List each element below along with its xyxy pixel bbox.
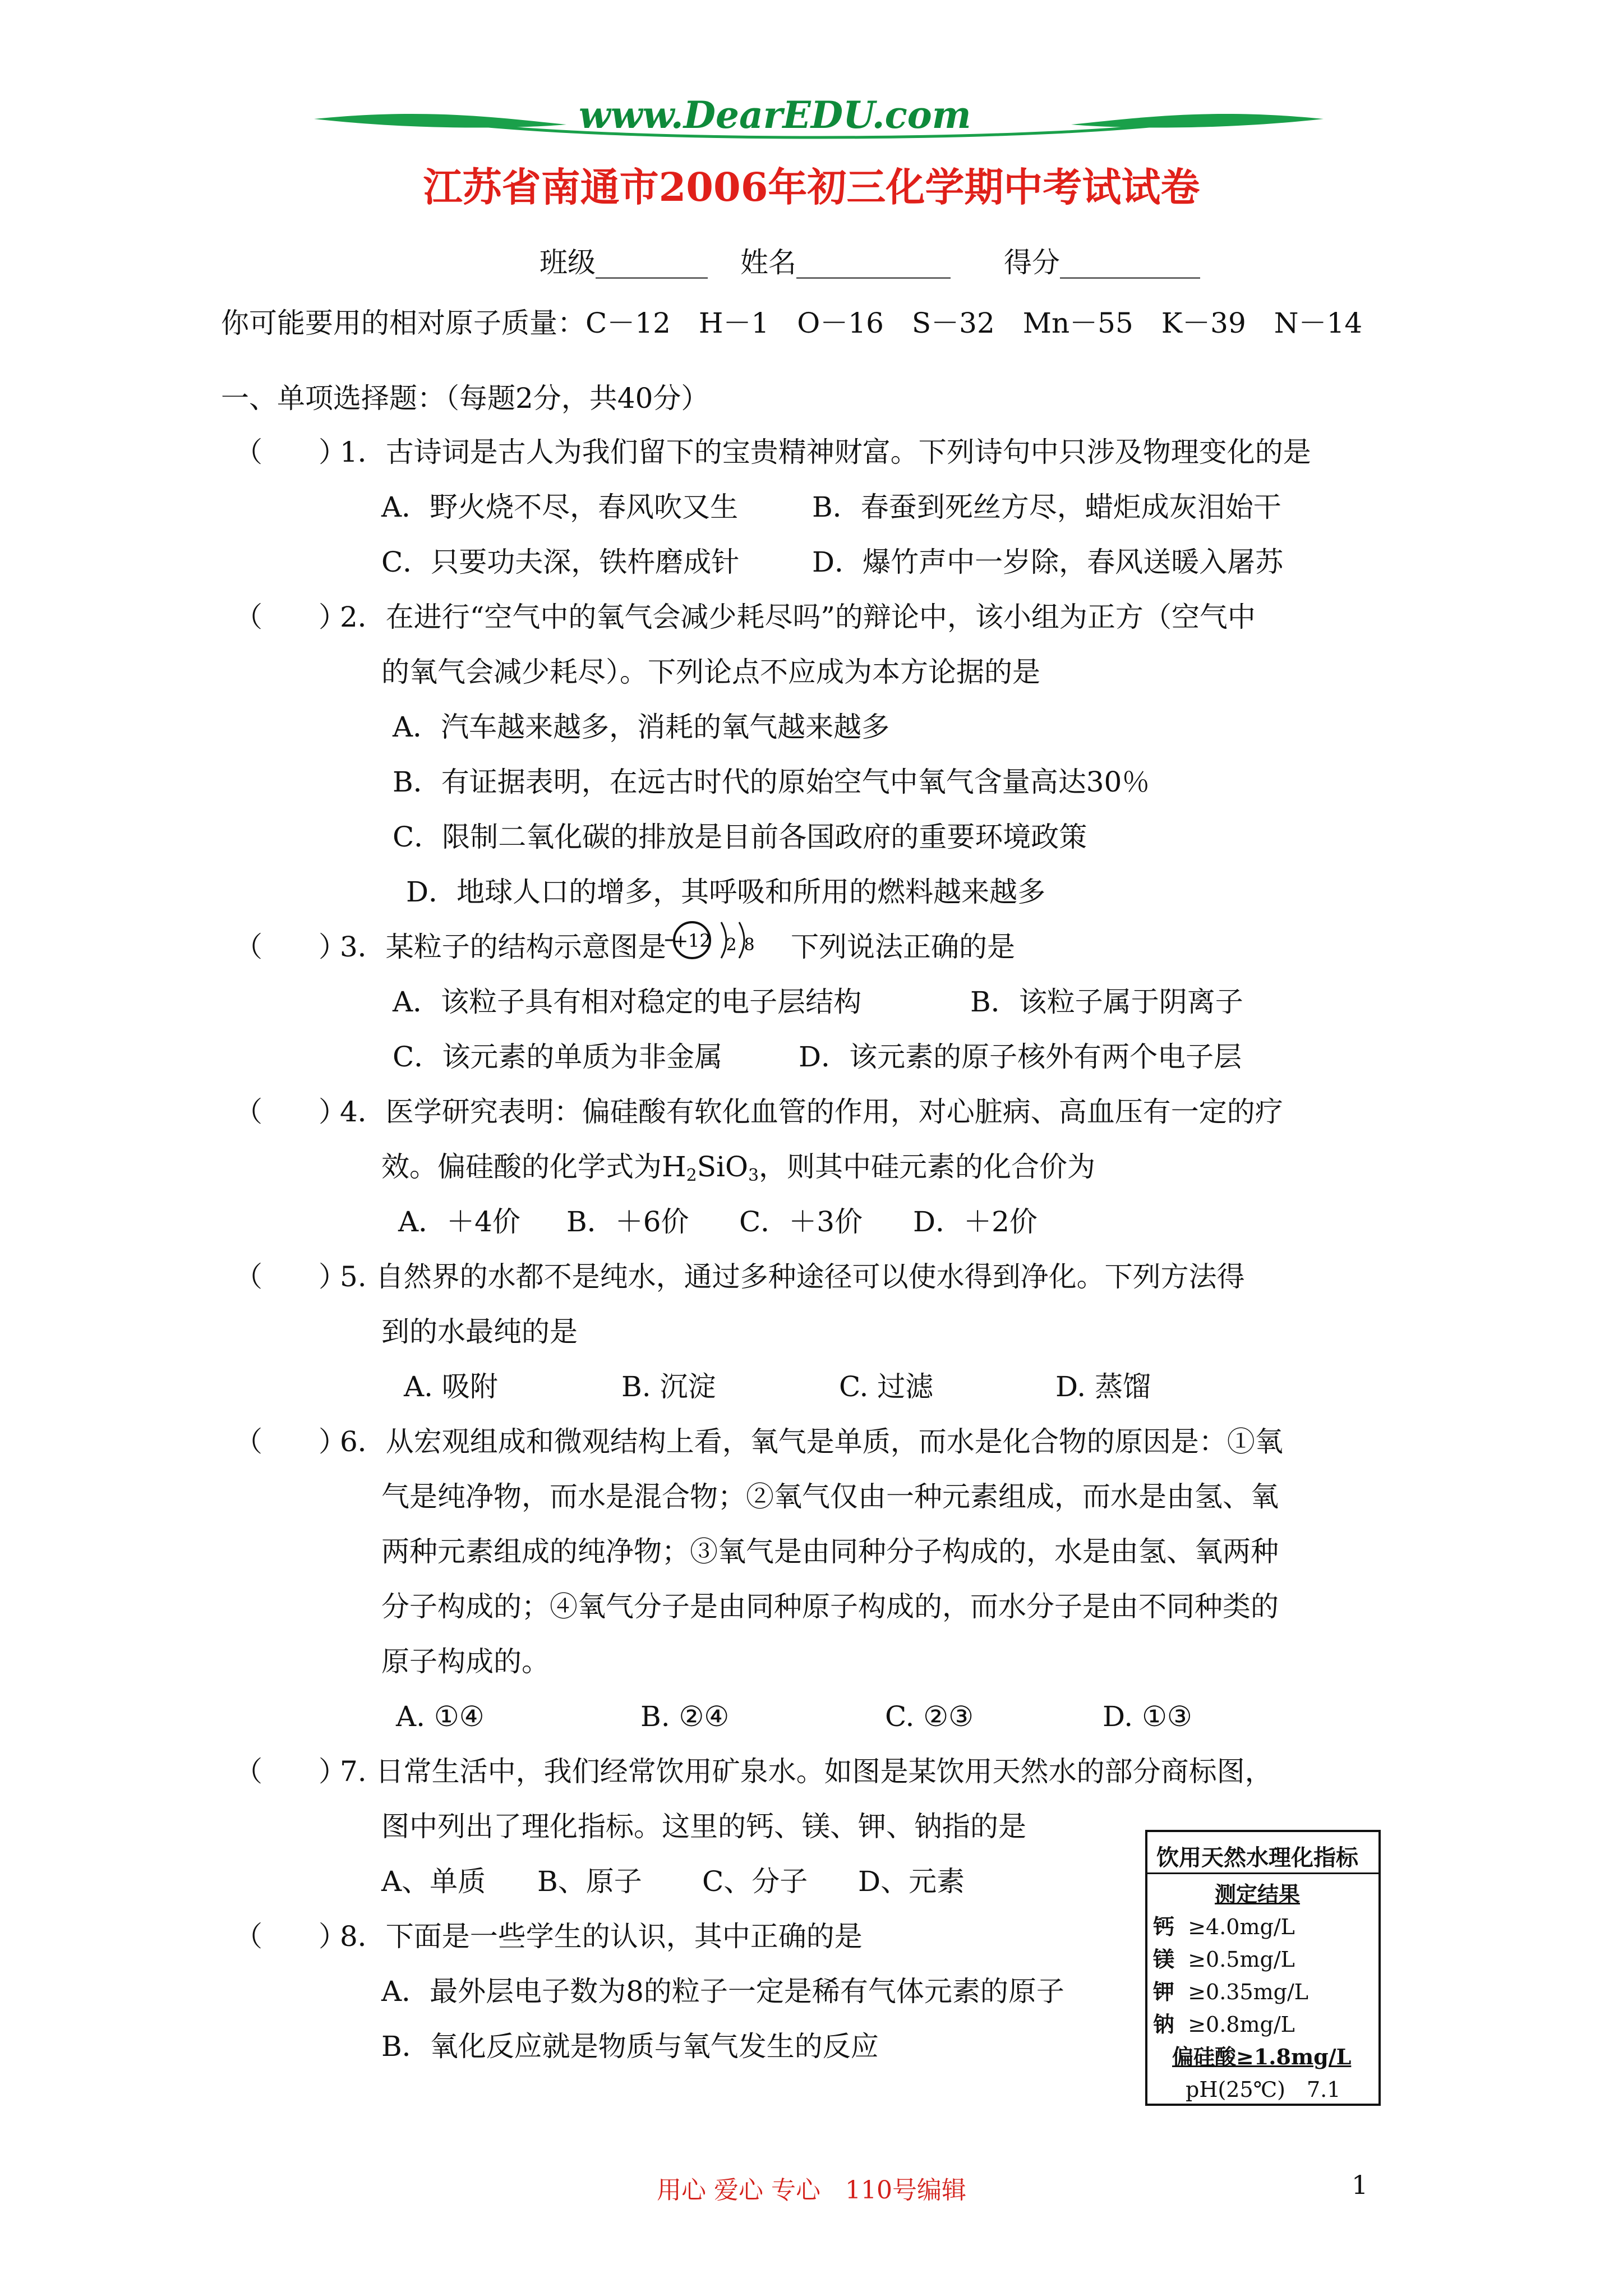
water-label-row-calcium: 钙 ≥4.0mg/L <box>1153 1914 1295 1939</box>
q8-option-a: A．最外层电子数为8的粒子一定是稀有气体元素的原子 <box>381 1975 1064 2008</box>
water-label-row-sodium: 钠 ≥0.8mg/L <box>1153 2012 1295 2037</box>
q3-stem-start: 3．某粒子的结构示意图是 <box>340 931 666 963</box>
atom-structure-diagram <box>665 918 794 963</box>
q5-stem-line2: 到的水最纯的是 <box>381 1315 578 1348</box>
page-number: 1 <box>1352 2170 1368 2200</box>
water-label-ph: pH(25℃) 7.1 <box>1186 2077 1341 2102</box>
q3-option-c: C．该元素的单质为非金属 <box>393 1041 723 1073</box>
q5-option-d: D. 蒸馏 <box>1055 1370 1151 1403</box>
q3-option-d: D．该元素的原子核外有两个电子层 <box>799 1041 1242 1073</box>
answer-bracket: （ ） <box>234 931 347 963</box>
q7-stem-line2: 图中列出了理化指标。这里的钙、镁、钾、钠指的是 <box>381 1810 1026 1843</box>
answer-bracket: （ ） <box>234 436 347 468</box>
atomic-mass-line: 你可能要用的相对原子质量：C－12 H－1 O－16 S－32 Mn－55 K－39 N－14 <box>221 307 1363 339</box>
answer-bracket: （ ） <box>234 1260 347 1293</box>
answer-bracket: （ ） <box>234 601 347 633</box>
q7-option-b: B、原子 <box>537 1865 642 1898</box>
water-label-row-magnesium: 镁 ≥0.5mg/L <box>1153 1947 1295 1972</box>
q8-option-b: B．氧化反应就是物质与氧气发生的反应 <box>381 2030 879 2063</box>
q6-option-b: B. ②④ <box>640 1700 730 1733</box>
footer-text: 用心 爱心 专心 110号编辑 <box>657 2176 966 2205</box>
water-label-title: 饮用天然水理化指标 <box>1156 1844 1358 1871</box>
water-label-metasilicic: 偏硅酸≥1.8mg/L <box>1172 2044 1352 2069</box>
q3-stem-end: 下列说法正确的是 <box>791 931 1015 963</box>
q1-option-c: C．只要功夫深，铁杵磨成针 <box>381 546 740 578</box>
q4-option-a: A．＋4价 <box>398 1205 520 1238</box>
q2-option-c: C．限制二氧化碳的排放是目前各国政府的重要环境政策 <box>393 821 1087 853</box>
q3-option-b: B．该粒子属于阴离子 <box>970 986 1243 1018</box>
name-field: 姓名___________ <box>740 246 951 279</box>
section-heading: 一、单项选择题：（每题2分，共40分） <box>221 382 709 415</box>
q6-stem-line3: 两种元素组成的纯净物；③氧气是由同种分子构成的，水是由氢、氧两种 <box>381 1535 1279 1568</box>
q5-option-b: B. 沉淀 <box>621 1370 716 1403</box>
site-logo: www.DearEDU.com <box>579 93 971 137</box>
water-label-row-potassium: 钾 ≥0.35mg/L <box>1153 1979 1309 2004</box>
answer-bracket: （ ） <box>234 1755 347 1788</box>
q8-stem: 8．下面是一些学生的认识，其中正确的是 <box>340 1920 863 1953</box>
q6-option-d: D. ①③ <box>1103 1700 1192 1733</box>
q7-option-d: D、元素 <box>858 1865 965 1898</box>
q5-option-c: C. 过滤 <box>839 1370 934 1403</box>
q2-stem-line2: 的氧气会减少耗尽）。下列论点不应成为本方论据的是 <box>381 656 1040 688</box>
q6-option-a: A. ①④ <box>396 1700 485 1733</box>
q7-stem-line1: 7. 日常生活中，我们经常饮用矿泉水。如图是某饮用天然水的部分商标图， <box>340 1755 1273 1788</box>
q6-stem-line5: 原子构成的。 <box>381 1645 550 1678</box>
score-field: 得分__________ <box>1004 246 1200 279</box>
q4-stem-line1: 4．医学研究表明：偏硅酸有软化血管的作用，对心脏病、高血压有一定的疗 <box>340 1096 1283 1128</box>
atom-shell1-electrons: 2 <box>726 935 737 955</box>
water-label-subtitle: 测定结果 <box>1215 1881 1301 1907</box>
q7-option-c: C、分子 <box>702 1865 808 1898</box>
q6-stem-line1: 6．从宏观组成和微观结构上看，氧气是单质，而水是化合物的原因是：①氧 <box>340 1425 1283 1458</box>
q6-option-c: C. ②③ <box>885 1700 974 1733</box>
q4-stem-line2: 效。偏硅酸的化学式为$H_2SiO_3$，则其中硅元素的化合价为 <box>381 1151 1096 1185</box>
q1-stem: 1．古诗词是古人为我们留下的宝贵精神财富。下列诗句中只涉及物理变化的是 <box>340 436 1311 468</box>
answer-bracket: （ ） <box>234 1096 347 1128</box>
page-title: 江苏省南通市2006年初三化学期中考试试卷 <box>423 164 1200 210</box>
q1-option-b: B．春蚕到死丝方尽，蜡炬成灰泪始干 <box>812 491 1281 523</box>
atom-nucleus-label: +12 <box>673 930 711 951</box>
class-field: 班级________ <box>540 246 708 279</box>
q2-option-a: A．汽车越来越多，消耗的氧气越来越多 <box>393 711 890 743</box>
q6-stem-line2: 气是纯净物，而水是混合物；②氧气仅由一种元素组成，而水是由氢、氧 <box>381 1480 1279 1513</box>
water-label-image <box>1145 1830 1381 2106</box>
q6-stem-line4: 分子构成的；④氧气分子是由同种原子构成的，而水分子是由不同种类的 <box>381 1590 1279 1623</box>
q4-option-b: B．＋6价 <box>566 1205 689 1238</box>
q2-option-b: B．有证据表明，在远古时代的原始空气中氧气含量高达30％ <box>393 766 1150 798</box>
atom-shell2-electrons: 8 <box>744 935 755 955</box>
q1-option-a: A．野火烧不尽，春风吹又生 <box>381 491 739 523</box>
q3-option-a: A．该粒子具有相对稳定的电子层结构 <box>393 986 862 1018</box>
q5-option-a: A. 吸附 <box>404 1370 498 1403</box>
answer-bracket: （ ） <box>234 1425 347 1458</box>
q1-option-d: D．爆竹声中一岁除，春风送暖入屠苏 <box>812 546 1284 578</box>
answer-bracket: （ ） <box>234 1920 347 1953</box>
q7-option-a: A、单质 <box>381 1865 486 1898</box>
q2-option-d: D．地球人口的增多，其呼吸和所用的燃料越来越多 <box>406 876 1046 908</box>
q4-option-d: D．＋2价 <box>913 1205 1038 1238</box>
q5-stem-line1: 5. 自然界的水都不是纯水，通过多种途径可以使水得到净化。下列方法得 <box>340 1260 1245 1293</box>
q2-stem-line1: 2．在进行“空气中的氧气会减少耗尽吗”的辩论中，该小组为正方（空气中 <box>340 601 1256 633</box>
q4-option-c: C．＋3价 <box>739 1205 863 1238</box>
